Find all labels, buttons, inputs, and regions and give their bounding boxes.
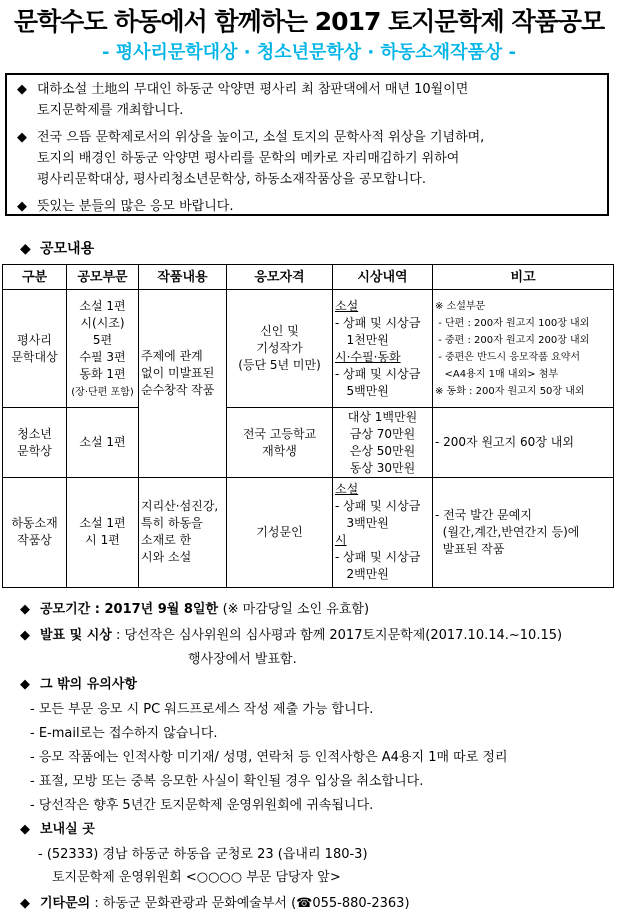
send-heading: ◆ 보내실 곳 (20, 822, 95, 837)
section-contest-heading: ◆ 공모내용 (20, 241, 95, 257)
caution-item: - 응모 작품에는 인적사항 미기재/ 성명, 연락처 등 인적사항은 A4용지 1매 따로 정리 (30, 750, 508, 765)
table-header: 공모부문 (67, 265, 139, 290)
table-header: 비고 (433, 265, 614, 290)
inquiry-line: ◆ 기타문의 : 하동군 문화관광과 문화예술부서 (☎055-880-2363) (20, 896, 410, 911)
notes-cell: - 200자 원고지 60장 내외 (433, 408, 614, 477)
table-row (3, 290, 614, 408)
intro-paragraph-1: ◆ 대하소설 土地의 무대인 하동군 악양면 평사리 최 참판댁에서 매년 10월이면 토지문학제를 개최합니다. (17, 79, 599, 121)
table-header: 응모자격 (227, 265, 333, 290)
caution-item: - 표절, 모방 또는 중복 응모한 사실이 확인될 경우 입상을 취소합니다. (30, 774, 424, 789)
table-row (3, 408, 614, 477)
fields-cell: 소설 1편 시(시조) 5편 수필 3편 동화 1편 (장·단편 포함) (67, 290, 139, 408)
prize-cell: 소설 - 상패 및 시상금 1천만원 시·수필·동화 - 상패 및 시상금 5백만원 (333, 290, 433, 408)
send-recipient: 토지문학제 운영위원회 <○○○○ 부문 담당자 앞> (52, 870, 341, 885)
send-address: - (52333) 경남 하동군 하동읍 군청로 23 (읍내리 180-3) (38, 847, 368, 862)
contest-table (2, 264, 614, 588)
announce-line-2: 행사장에서 발표함. (188, 652, 297, 667)
diamond-icon: ◆ (20, 241, 31, 257)
notes-cell: ※ 소설부문 - 단편 : 200자 원고지 100장 내외 - 중편 : 200자 원고지 200장 내외 - 중편은 반드시 응모작품 요약서 <A4용지 1매 내외> 첨부 ※ 동화 : 200자 원고지 50장 내외 (433, 290, 614, 408)
table-header: 작품내용 (139, 265, 227, 290)
caution-item: - 모든 부문 응모 시 PC 워드프로세스 작성 제출 가능 합니다. (30, 702, 374, 717)
fields-cell: 소설 1편 (67, 408, 139, 477)
table-header: 구분 (3, 265, 67, 290)
caution-item: - E-mail로는 접수하지 않습니다. (30, 726, 218, 741)
diamond-icon: ◆ (20, 896, 30, 911)
category-cell: 평사리 문학대상 (3, 290, 67, 408)
qualification-cell: 기성문인 (227, 477, 333, 587)
intro-paragraph-3: ◆ 뜻있는 분들의 많은 응모 바랍니다. (17, 196, 599, 217)
diamond-icon: ◆ (17, 130, 27, 145)
diamond-icon: ◆ (20, 602, 30, 617)
prize-cell: 소설 - 상패 및 시상금 3백만원 시 - 상패 및 시상금 2백만원 (333, 477, 433, 587)
table-header-row (3, 265, 614, 290)
qualification-cell: 전국 고등학교 재학생 (227, 408, 333, 477)
content-cell: 주제에 관계 없이 미발표된 순수창작 작품 (139, 290, 227, 478)
notes-cell: - 전국 발간 문예지 (월간,계간,반연간지 등)에 발표된 작품 (433, 477, 614, 587)
cautions-heading: ◆ 그 밖의 유의사항 (20, 677, 137, 692)
period-line: ◆ 공모기간 : 2017년 9월 8일한 (※ 마감당일 소인 유효함) (20, 602, 370, 617)
prize-cell: 대상 1백만원 금상 70만원 은상 50만원 동상 30만원 (333, 408, 433, 477)
diamond-icon: ◆ (17, 199, 27, 214)
content-cell: 지리산·섬진강, 특히 하동을 소재로 한 시와 소설 (139, 477, 227, 587)
diamond-icon: ◆ (17, 82, 27, 97)
table-row (3, 477, 614, 587)
announce-line: ◆ 발표 및 시상 : 당선작은 심사위원의 심사평과 함께 2017토지문학제(2017.10.14.~10.15) (20, 628, 563, 643)
qualification-cell: 신인 및 기성작가 (등단 5년 미만) (227, 290, 333, 408)
category-cell: 하동소재 작품상 (3, 477, 67, 587)
diamond-icon: ◆ (20, 822, 30, 837)
diamond-icon: ◆ (20, 677, 30, 692)
category-cell: 청소년 문학상 (3, 408, 67, 477)
caution-item: - 당선작은 향후 5년간 토지문학제 운영위원회에 귀속됩니다. (30, 798, 374, 813)
fields-cell: 소설 1편 시 1편 (67, 477, 139, 587)
diamond-icon: ◆ (20, 628, 30, 643)
page-subtitle: - 평사리문학대상 · 청소년문학상 · 하동소재작품상 - (102, 42, 516, 63)
intro-paragraph-2: ◆ 전국 으뜸 문학제로서의 위상을 높이고, 소설 토지의 문학사적 위상을 기념하며, 토지의 배경인 하동군 악양면 평사리를 문학의 메카로 자리매김하기 위하여 평사리문학대상, 평사리청소년문학상, 하동소재작품상을 공모합니다. (17, 127, 599, 190)
intro-box (5, 73, 609, 216)
page-title: 문학수도 하동에서 함께하는 2017 토지문학제 작품공모 (13, 7, 605, 36)
table-header: 시상내역 (333, 265, 433, 290)
